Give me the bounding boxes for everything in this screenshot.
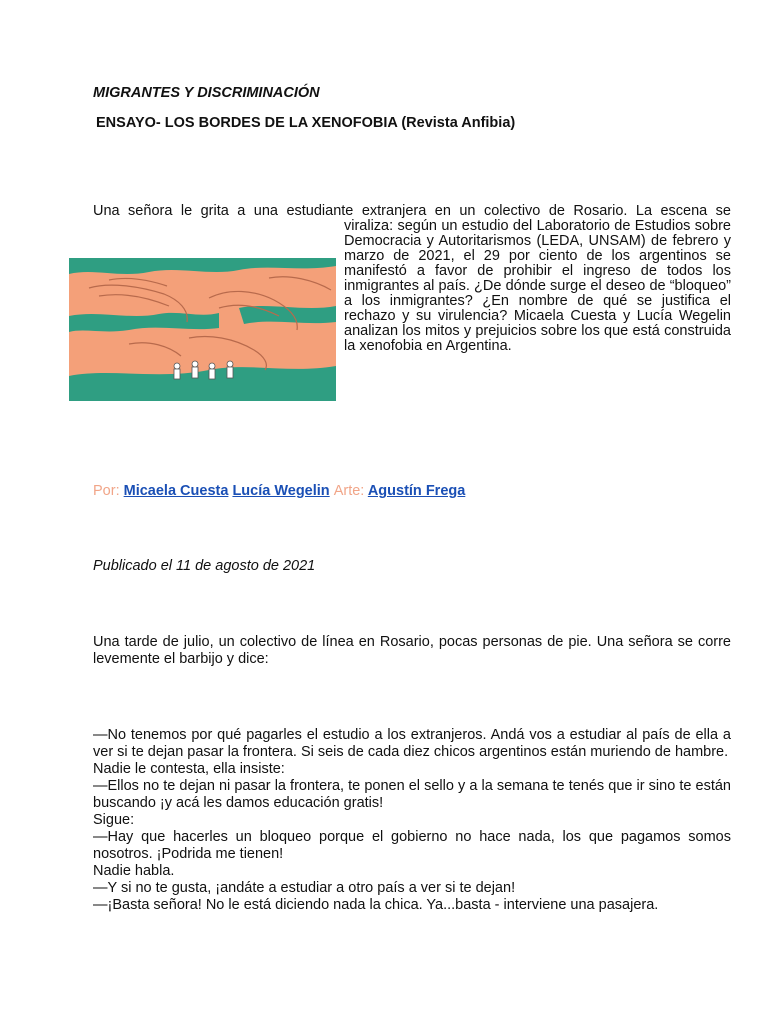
publication-date: Publicado el 11 de agosto de 2021 bbox=[93, 558, 316, 574]
author-link-micaela-cuesta[interactable]: Micaela Cuesta bbox=[123, 483, 229, 499]
dialogue-line: —No tenemos por qué pagarles el estudio a los extranjeros. Andá vos a estudiar al país de ella a ver si te dejan pasar la frontera. Si seis de cada diez chicos argentinos están muriendo de hambre. bbox=[93, 727, 731, 760]
intro-paragraph: Una tarde de julio, un colectivo de línea en Rosario, pocas personas de pie. Una señora se corre levemente el barbijo y dice: bbox=[93, 634, 731, 667]
author-link-lucia-wegelin[interactable]: Lucía Wegelin bbox=[232, 483, 330, 499]
artist-link-agustin-frega[interactable]: Agustín Frega bbox=[367, 483, 466, 499]
lead-paragraph: viraliza: según un estudio del Laboratorio de Estudios sobre Democracia y Autoritarismos (LEDA, UNSAM) de febrero y marzo de 2021, el 29 por ciento de los argentinos se manifestó a favor de prohibir el ingreso de todos los inmigrantes al país. ¿De dónde surge el deseo de “bloqueo” a los inmigrantes? ¿En nombre de qué se justifica el rechazo y su virulencia? Micaela Cuesta y Lucía Wegelin analizan los mitos y prejuicios sobre los que está construida la xenofobia en Argentina. bbox=[344, 218, 731, 354]
dialogue-line: —Ellos no te dejan ni pasar la frontera, te ponen el sello y a la semana te tenés que ir sino te están buscando ¡y acá les damos educación gratis! bbox=[93, 778, 731, 811]
byline bbox=[93, 483, 465, 499]
dialogue-line: —Y si no te gusta, ¡andáte a estudiar a otro país a ver si te dejan! bbox=[93, 880, 516, 896]
art-label: Arte: bbox=[333, 483, 365, 499]
article-title: ENSAYO- LOS BORDES DE LA XENOFOBIA (Revista Anfibia) bbox=[96, 115, 516, 131]
dialogue-line: —Hay que hacerles un bloqueo porque el gobierno no hace nada, los que pagamos somos nosotros. ¡Podrida me tienen! bbox=[93, 829, 731, 862]
dialogue-block bbox=[93, 727, 731, 914]
section-kicker: MIGRANTES Y DISCRIMINACIÓN bbox=[93, 85, 320, 101]
dialogue-line: Sigue: bbox=[93, 812, 135, 828]
article-illustration bbox=[69, 258, 336, 401]
dialogue-line: —¡Basta señora! No le está diciendo nada la chica. Ya...basta - interviene una pasajera. bbox=[93, 897, 659, 913]
dialogue-line: Nadie habla. bbox=[93, 863, 175, 879]
dialogue-line: Nadie le contesta, ella insiste: bbox=[93, 761, 285, 777]
by-label: Por: bbox=[93, 483, 120, 499]
lead-first-line: Una señora le grita a una estudiante extranjera en un colectivo de Rosario. La escena se bbox=[93, 203, 731, 219]
